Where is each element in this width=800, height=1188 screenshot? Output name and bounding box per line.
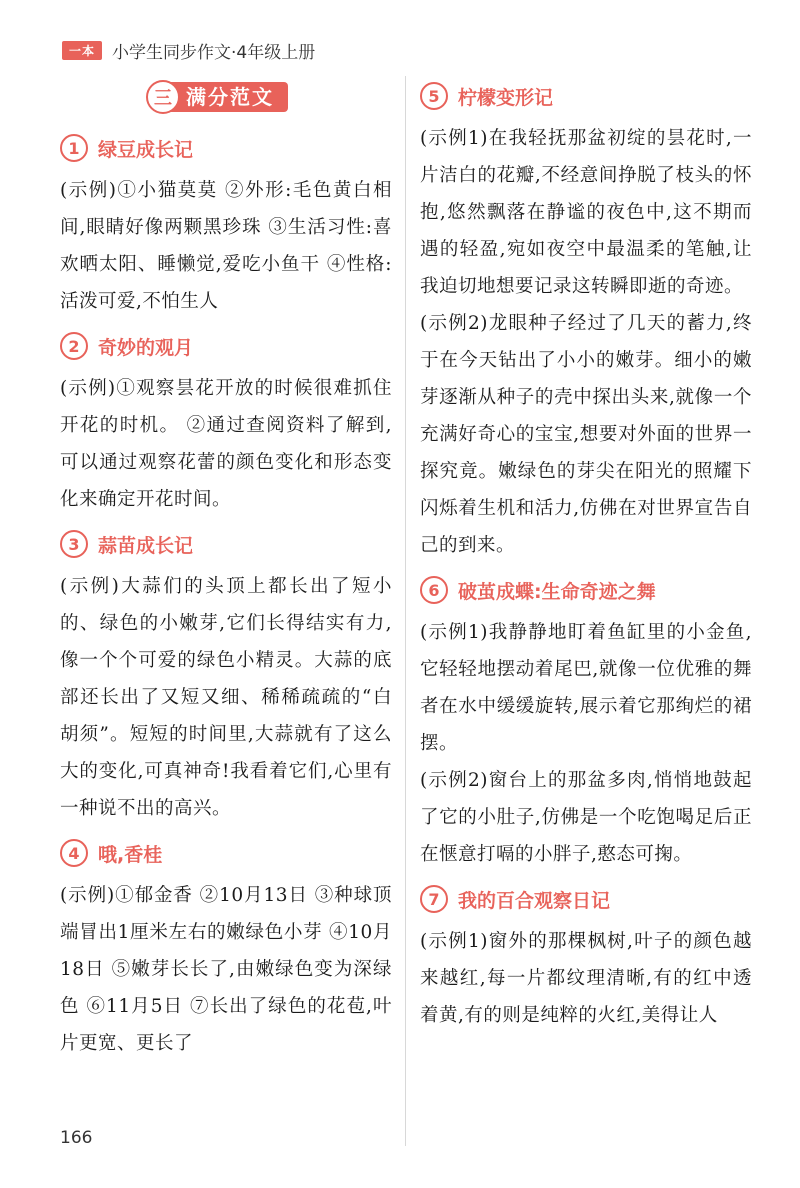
essay-section <box>420 572 752 873</box>
example-paragraph: (示例)①观察昙花开放的时候很难抓住开花的时机。 ②通过查阅资料了解到,可以通过观察花蕾的颜色变化和形态变化来确定开花时间。 <box>60 378 392 510</box>
example-paragraph: (示例1)窗外的那棵枫树,叶子的颜色越来越红,每一片都纹理清晰,有的红中透着黄,有的则是纯粹的火红,美得让人 <box>420 931 752 1026</box>
essay-section <box>60 328 392 518</box>
section-title <box>60 526 392 562</box>
section-label: 柠檬变形记 <box>458 86 554 109</box>
section-label: 蒜苗成长记 <box>98 534 194 557</box>
section-number: 2 <box>60 332 88 360</box>
essay-section <box>420 78 752 564</box>
essay-section <box>60 526 392 827</box>
example-paragraph: (示例)大蒜们的头顶上都长出了短小的、绿色的小嫩芽,它们长得结实有力,像一个个可爱的绿色小精灵。大蒜的底部还长出了又短又细、稀稀疏疏的“白胡须”。短短的时间里,大蒜就有了这么大的变化,可真神奇!我看着它们,心里有一种说不出的高兴。 <box>60 576 392 819</box>
section-label: 绿豆成长记 <box>98 138 194 161</box>
section-number: 4 <box>60 839 88 867</box>
section-banner <box>146 78 392 116</box>
example-paragraph: (示例1)在我轻抚那盆初绽的昙花时,一片洁白的花瓣,不经意间挣脱了枝头的怀抱,悠然飘落在静谧的夜色中,这不期而遇的轻盈,宛如夜空中最温柔的笔触,让我迫切地想要记录这转瞬即逝的奇迹。 <box>420 128 752 297</box>
essay-section <box>420 881 752 1034</box>
example-paragraph: (示例)①郁金香 ②10月13日 ③种球顶端冒出1厘米左右的嫩绿色小芽 ④10月18日 ⑤嫩芽长长了,由嫩绿色变为深绿色 ⑥11月5日 ⑦长出了绿色的花苞,叶片更宽、更长了 <box>60 885 392 1054</box>
essay-section <box>60 835 392 1062</box>
right-column <box>420 78 752 1034</box>
section-title <box>420 78 752 114</box>
section-number: 5 <box>420 82 448 110</box>
section-title <box>60 328 392 364</box>
essay-section <box>60 130 392 320</box>
series-logo: 一本 <box>62 41 102 60</box>
section-label: 破茧成蝶:生命奇迹之舞 <box>458 580 656 603</box>
section-title <box>420 881 752 917</box>
example-paragraph: (示例)①小猫莫莫 ②外形:毛色黄白相间,眼睛好像两颗黑珍珠 ③生活习性:喜欢晒太阳、睡懒觉,爱吃小鱼干 ④性格:活泼可爱,不怕生人 <box>60 180 392 312</box>
section-label: 奇妙的观月 <box>98 336 194 359</box>
section-label: 哦,香桂 <box>98 843 163 866</box>
section-label: 我的百合观察日记 <box>458 889 611 912</box>
left-column <box>60 78 392 1062</box>
banner-number: 三 <box>146 80 180 114</box>
section-number: 1 <box>60 134 88 162</box>
column-divider <box>405 76 406 1146</box>
section-number: 6 <box>420 576 448 604</box>
section-number: 7 <box>420 885 448 913</box>
book-title: 小学生同步作文·4年级上册 <box>112 42 316 63</box>
banner-label: 满分范文 <box>168 82 288 112</box>
section-title <box>60 130 392 166</box>
page-header <box>62 38 315 62</box>
section-title <box>420 572 752 608</box>
section-title <box>60 835 392 871</box>
example-paragraph: (示例1)我静静地盯着鱼缸里的小金鱼,它轻轻地摆动着尾巴,就像一位优雅的舞者在水中缓缓旋转,展示着它那绚烂的裙摆。 <box>420 622 752 754</box>
page-number: 166 <box>60 1128 93 1148</box>
section-number: 3 <box>60 530 88 558</box>
example-paragraph: (示例2)龙眼种子经过了几天的蓄力,终于在今天钻出了小小的嫩芽。细小的嫩芽逐渐从种子的壳中探出头来,就像一个充满好奇心的宝宝,想要对外面的世界一探究竟。嫩绿色的芽尖在阳光的照耀下闪烁着生机和活力,仿佛在对世界宣告自己的到来。 <box>420 313 752 556</box>
example-paragraph: (示例2)窗台上的那盆多肉,悄悄地鼓起了它的小肚子,仿佛是一个吃饱喝足后正在惬意打嗝的小胖子,憨态可掬。 <box>420 770 752 865</box>
